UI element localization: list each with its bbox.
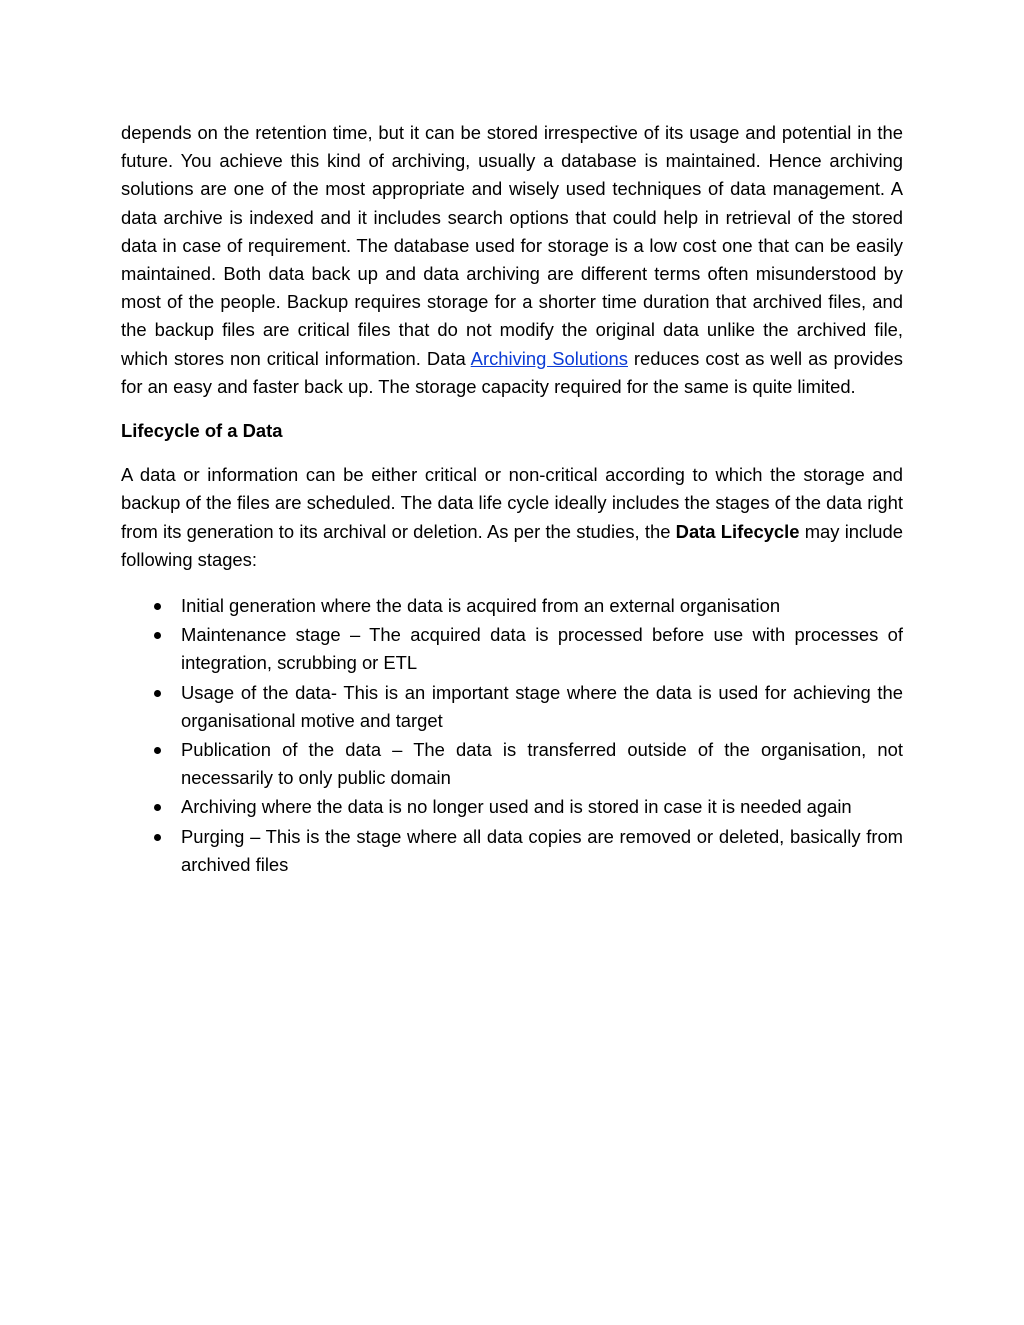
bullet-icon — [154, 632, 161, 639]
list-item — [121, 621, 903, 677]
list-item — [121, 592, 903, 620]
list-item-text: Maintenance stage – The acquired data is processed before use with processes of integration, scrubbing or ETL — [181, 624, 903, 674]
section-heading: Lifecycle of a Data — [121, 420, 283, 442]
document-page — [121, 119, 903, 880]
lifecycle-paragraph — [121, 461, 903, 574]
list-item — [121, 736, 903, 792]
bullet-icon — [154, 690, 161, 697]
lifecycle-text-start: A data or information can be either critical or non-critical according to which the storage and backup of the files are scheduled. The data life cycle ideally includes the stages of the data right from its generation to its archival or deletion. As per the studies, the — [121, 464, 903, 542]
bullet-icon — [154, 747, 161, 754]
intro-paragraph — [121, 119, 903, 401]
list-item-text: Initial generation where the data is acquired from an external organisation — [181, 595, 781, 617]
list-item — [121, 823, 903, 879]
archiving-solutions-link[interactable]: Archiving Solutions — [470, 347, 628, 369]
bullet-icon — [154, 603, 161, 610]
list-item-text: Usage of the data- This is an important stage where the data is used for achieving the organisational motive and target — [181, 681, 903, 731]
lifecycle-text-end: may include following stages: — [121, 520, 903, 570]
list-item-text: Archiving where the data is no longer used and is stored in case it is needed again — [181, 796, 852, 818]
list-item — [121, 793, 903, 821]
intro-text-end: reduces cost as well as provides for an easy and faster back up. The storage capacity required for the same is quite limited. — [121, 347, 904, 397]
list-item — [121, 679, 903, 735]
bullet-icon — [154, 834, 161, 841]
data-lifecycle-term: Data Lifecycle — [675, 520, 800, 542]
list-item-text: Purging – This is the stage where all data copies are removed or deleted, basically from archived files — [181, 825, 903, 875]
list-item-text: Publication of the data – The data is transferred outside of the organisation, not necessarily to only public domain — [181, 739, 903, 789]
lifecycle-stages-list — [121, 592, 903, 879]
bullet-icon — [154, 804, 161, 811]
intro-text-start: depends on the retention time, but it can be stored irrespective of its usage and potential in the future. You achieve this kind of archiving, usually a database is maintained. Hence archiving solutions are one of the most appropriate and wisely used techniques of data management. A data archive is indexed and it includes search options that could help in retrieval of the stored data in case of requirement. The database used for storage is a low cost one that can be easily maintained. Both data back up and data archiving are different terms often misunderstood by most of the people. Backup requires storage for a shorter time duration that archived files, and the backup files are critical files that do not modify the original data unlike the archived file, which stores non critical information. Data — [121, 122, 903, 369]
